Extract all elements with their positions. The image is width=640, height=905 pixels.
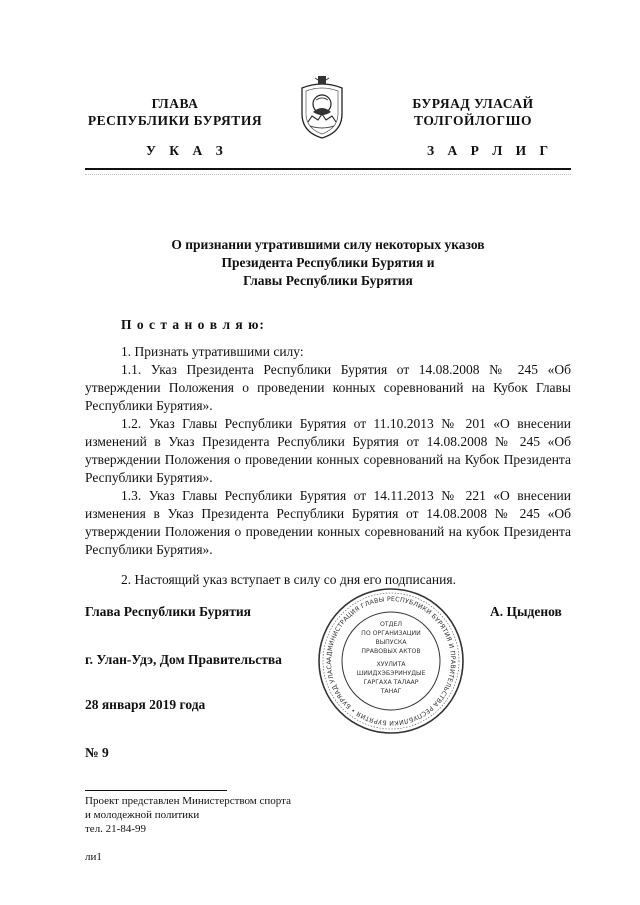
document-title [85, 236, 571, 290]
stamp-line-4: ПРАВОВЫХ АКТОВ [361, 648, 421, 655]
stamp-line-2: ПО ОРГАНИЗАЦИИ [361, 630, 421, 637]
stamp-ring-text: АДМИНИСТРАЦИЯ ГЛАВЫ РЕСПУБЛИКИ БУРЯТИЯ И ПРАВИТЕЛЬСТВА РЕСПУБЛИКИ БУРЯТИЯ • БУРЯАД УЛАСА [325, 595, 457, 727]
footer-note [85, 794, 291, 836]
title-line-2: Президента Республики Бурятия и [221, 255, 435, 270]
footer-divider [85, 790, 227, 791]
signatory-position: Глава Республики Бурятия [85, 604, 251, 619]
paragraph-1-1: 1.1. Указ Президента Республики Бурятия от 14.08.2008 № 245 «Об утверждении Положения о проведении конных соревнований на Кубок Главы Республики Бурятия». [85, 362, 571, 413]
header-divider [85, 168, 571, 170]
doc-type-bua: З А Р Л И Г [427, 143, 554, 158]
doc-type-ru: У К А З [146, 143, 228, 158]
paragraph-1-2: 1.2. Указ Главы Республики Бурятия от 11.10.2013 № 201 «О внесении изменений в Указ Президента Республики Бурятия от 14.08.2008 № 245 «Об утверждении Положения о проведении конных соревнований на Кубок Президента Республики Бурятия». [85, 416, 571, 485]
stamp-line-1: ОТДЕЛ [379, 621, 403, 628]
decree-body [85, 343, 571, 589]
issuer-bua-line2: ТОЛГОЙЛОГШО [414, 113, 532, 128]
footer-line-2: и молодежной политики [85, 809, 200, 821]
paragraph-1-3: 1.3. Указ Главы Республики Бурятия от 14.11.2013 № 221 «О внесении изменения в Указ Президента Республики Бурятия от 14.08.2008 № 245 «Об утверждении Положения о проведении конных соревнований на кубок Президента Республики Бурятия». [85, 488, 571, 557]
official-stamp [316, 586, 466, 736]
executor-initials: ли1 [85, 851, 102, 863]
svg-text:АДМИНИСТРАЦИЯ ГЛАВЫ РЕСПУБЛИКИ [316, 586, 456, 726]
paragraph-1: 1. Признать утратившими силу: [121, 344, 304, 359]
stamp-line-7: ГАРГАХА ТАЛААР [363, 679, 419, 686]
paragraph-2: 2. Настоящий указ вступает в силу со дня его подписания. [121, 572, 456, 587]
issuer-ru-line2: РЕСПУБЛИКИ БУРЯТИЯ [87, 113, 263, 128]
signatory-name: А. Цыденов [490, 604, 562, 619]
signing-date: 28 января 2019 года [85, 697, 206, 712]
stamp-line-3: ВЫПУСКА [375, 639, 407, 646]
title-line-3: Главы Республики Бурятия [243, 273, 413, 288]
title-line-1: О признании утратившими силу некоторых указов [171, 237, 485, 252]
signing-place: г. Улан-Удэ, Дом Правительства [85, 652, 282, 667]
issuer-ru-line1: ГЛАВА [151, 96, 199, 111]
stamp-line-8: ТАНАГ [380, 688, 402, 695]
footer-phone: тел. 21-84-99 [85, 823, 147, 835]
header-dotted-line [85, 174, 571, 179]
decree-number: № 9 [85, 745, 109, 760]
stamp-line-6: ШИИДХЭБЭРИНУДЫЕ [356, 670, 426, 677]
footer-line-1: Проект представлен Министерством спорта [85, 795, 291, 807]
decree-word: П о с т а н о в л я ю: [121, 317, 265, 332]
issuer-bua-line1: БУРЯАД УЛАСАЙ [412, 96, 534, 111]
stamp-line-5: ХУУЛИТА [376, 661, 406, 668]
coat-of-arms-icon [296, 74, 348, 140]
